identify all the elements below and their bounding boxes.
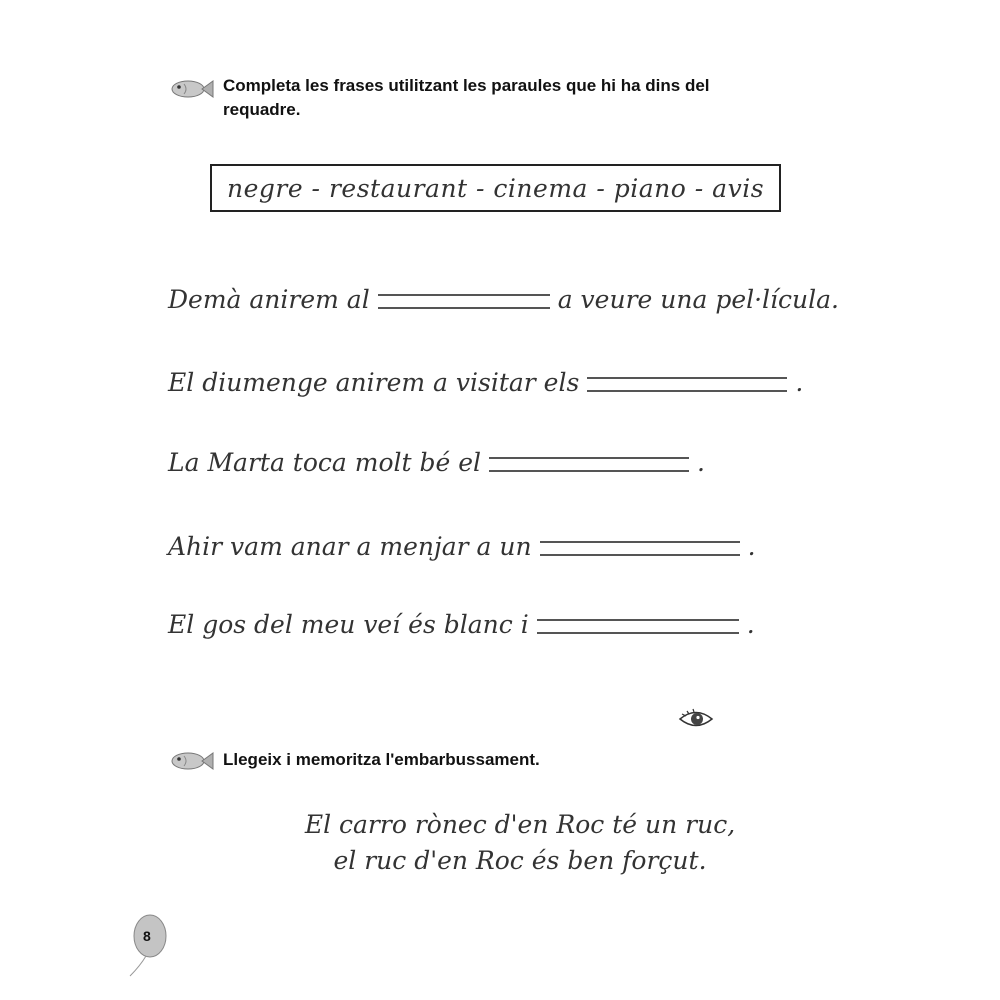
sentence-1-blank[interactable] <box>378 294 550 309</box>
sentence-4-after: . <box>747 532 756 561</box>
sentence-3-after: . <box>697 448 705 477</box>
sentence-5-after: . <box>746 610 755 639</box>
instruction-line-1: Completa les frases utilitzant les paraules que hi ha dins del <box>223 76 710 95</box>
sentence-5-before: El gos del meu veí és blanc i <box>168 610 529 639</box>
balloon-icon <box>126 912 170 978</box>
sentence-1-before: Demà anirem al <box>168 285 370 314</box>
sentence-4-before: Ahir vam anar a menjar a un <box>168 532 532 561</box>
sentence-3-blank[interactable] <box>489 457 689 472</box>
sentence-3-before: La Marta toca molt bé el <box>168 448 482 477</box>
fish-icon <box>170 750 214 772</box>
instruction-complete <box>223 74 710 122</box>
sentence-2-after: . <box>795 368 804 397</box>
sentence-1 <box>168 285 839 314</box>
fish-icon <box>170 78 214 100</box>
eye-icon <box>678 708 714 730</box>
sentence-5 <box>168 610 755 639</box>
poem-line-1: El carro rònec d'en Roc té un ruc, <box>304 810 736 839</box>
sentence-2-before: El diumenge anirem a visitar els <box>168 368 580 397</box>
sentence-4-blank[interactable] <box>540 541 740 556</box>
instruction-memorize: Llegeix i memoritza l'embarbussament. <box>223 750 540 769</box>
sentence-2-blank[interactable] <box>587 377 787 392</box>
page-number: 8 <box>143 928 151 944</box>
instruction-line-2: requadre. <box>223 100 301 119</box>
sentence-1-after: a veure una pel·lícula. <box>557 285 840 314</box>
sentence-4 <box>168 532 756 561</box>
sentence-2 <box>168 368 803 397</box>
sentence-5-blank[interactable] <box>537 619 739 634</box>
word-box: negre - restaurant - cinema - piano - avis <box>210 164 781 212</box>
poem-line-2: el ruc d'en Roc és ben forçut. <box>333 846 707 875</box>
sentence-3 <box>168 448 705 477</box>
